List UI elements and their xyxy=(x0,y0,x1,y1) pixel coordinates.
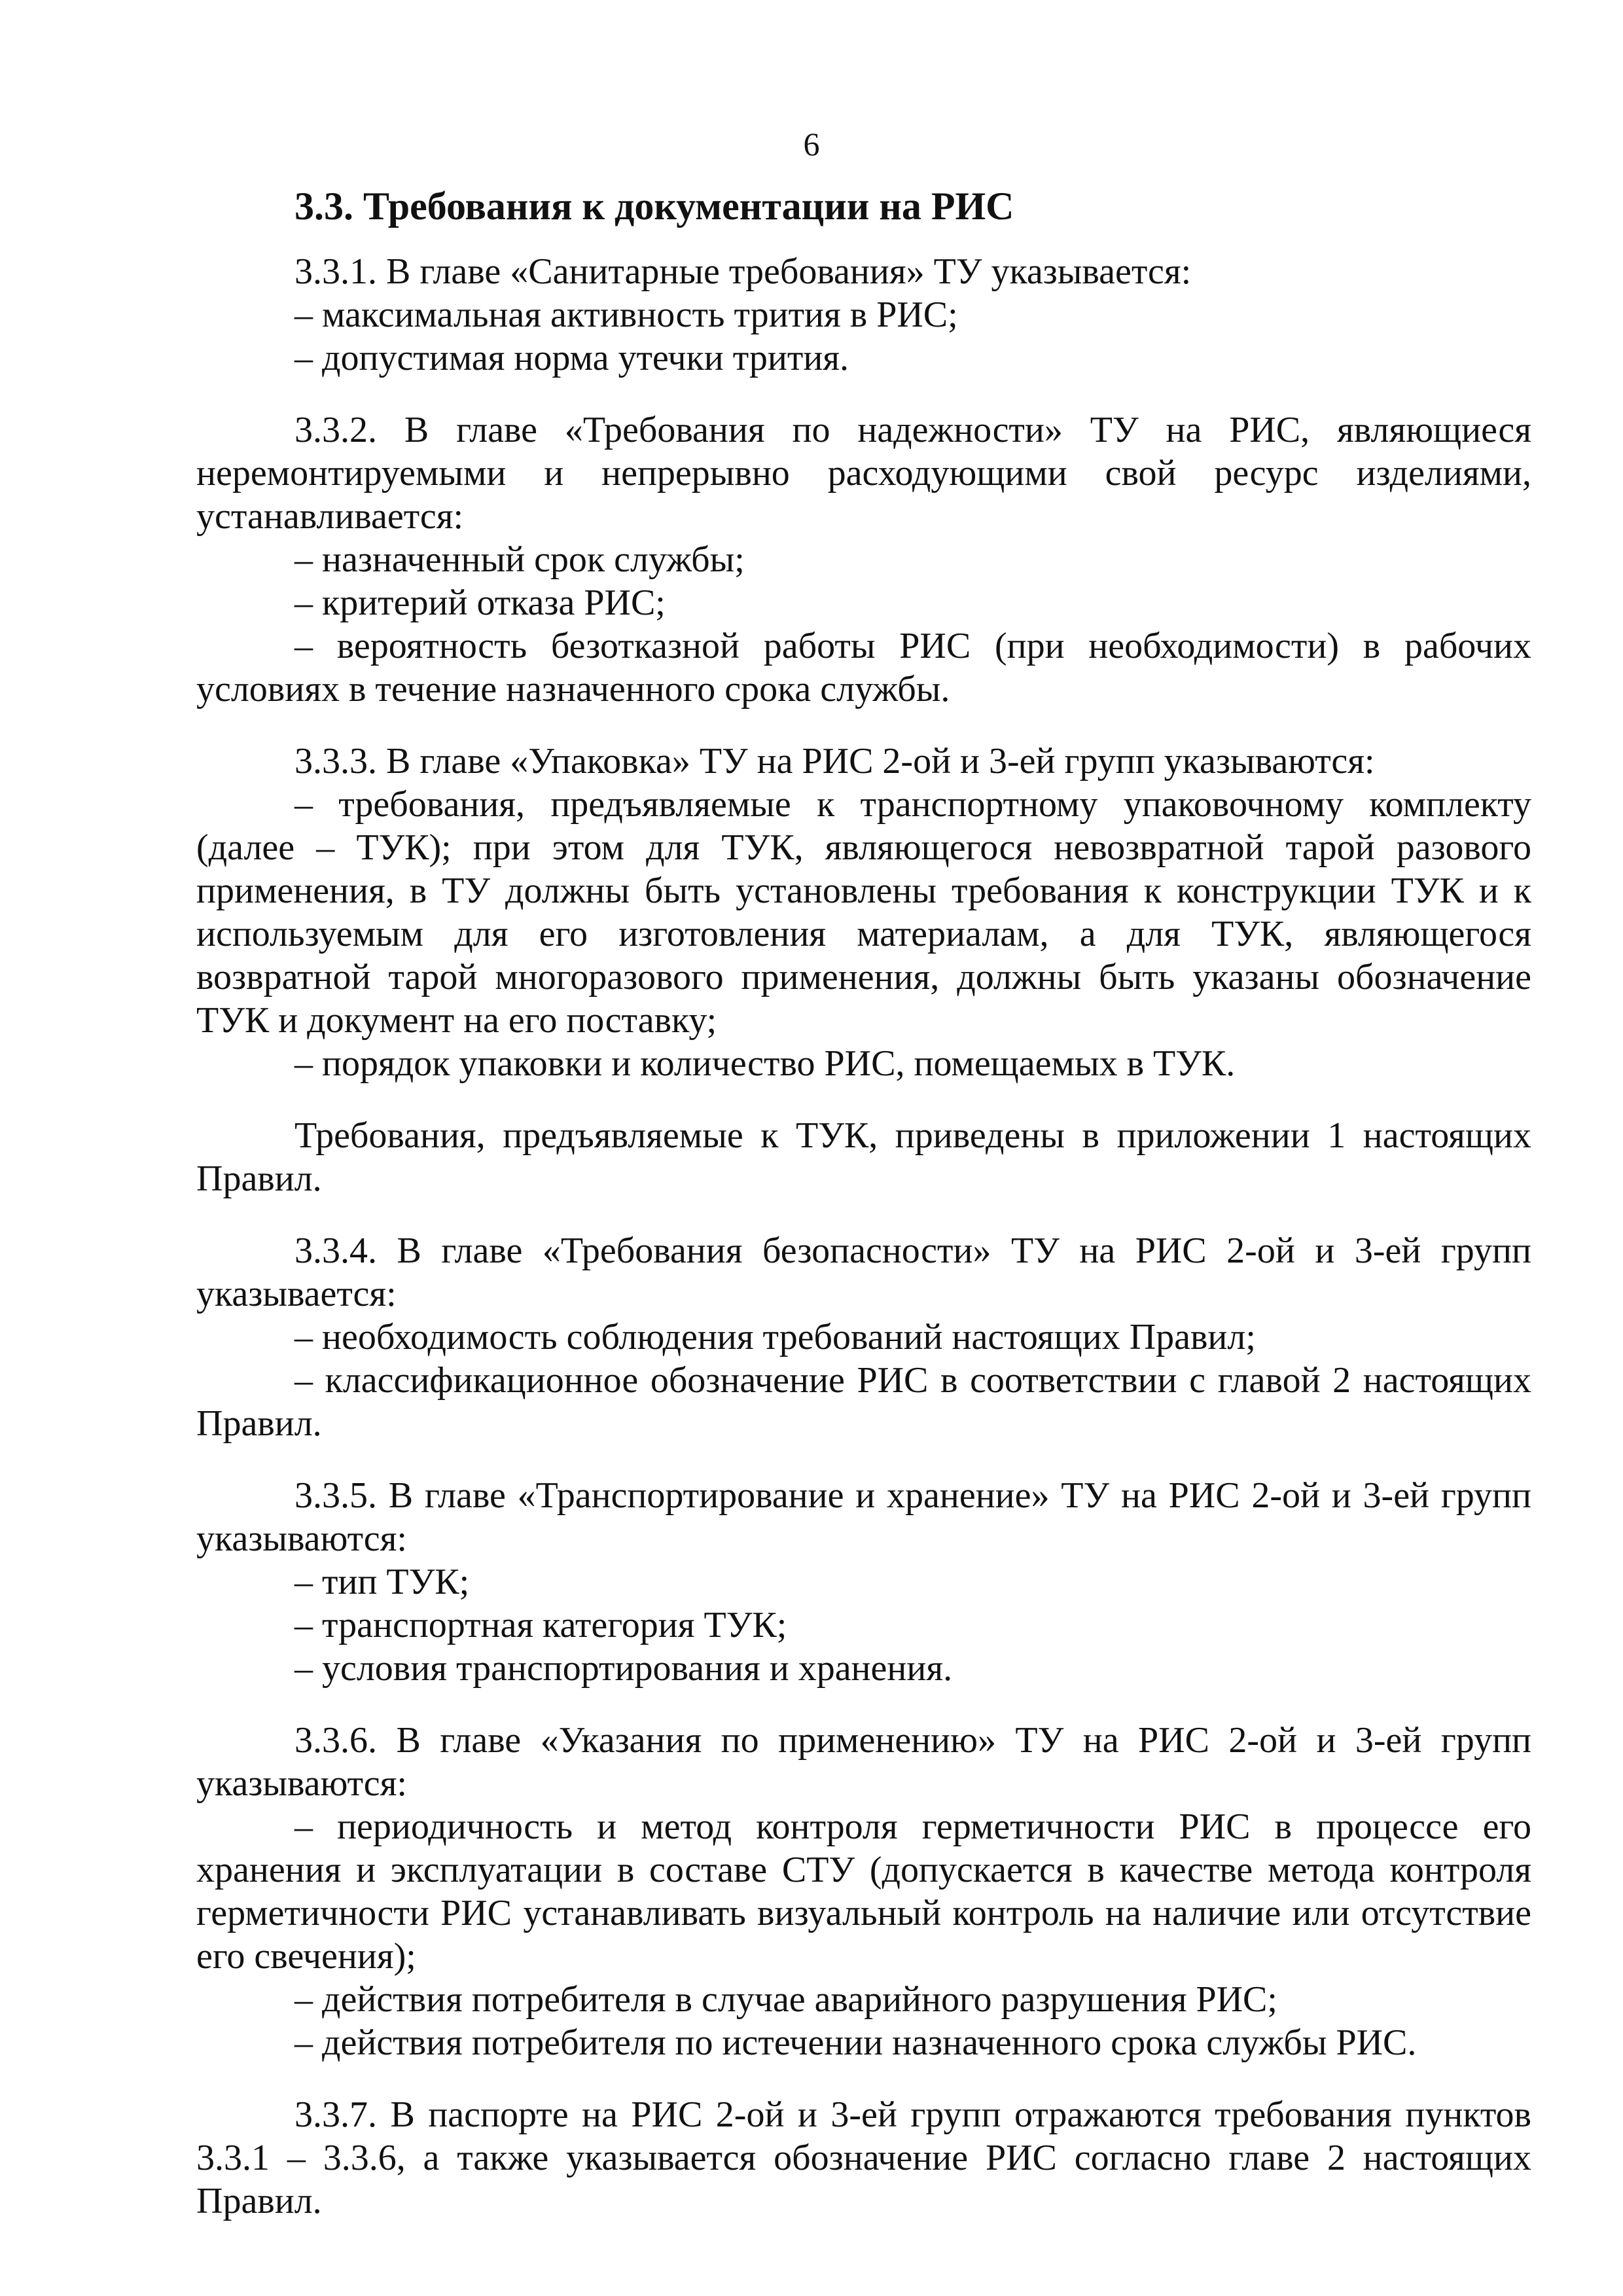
section-heading: 3.3. Требования к документации на РИС xyxy=(294,185,1014,228)
tuk-requirements-note xyxy=(196,1114,1531,1200)
list-item: – допустимая норма утечки трития. xyxy=(294,338,849,378)
document-body xyxy=(196,183,1531,2223)
clause-text: 3.3.2. В главе «Требования по надежности» ТУ на РИС, являющиеся неремонтируемыми и непрерывно расходующими свой ресурс изделиями, устанавливается: xyxy=(196,410,1531,537)
clause-3-3-7 xyxy=(196,2093,1531,2223)
note-text: Требования, предъявляемые к ТУК, приведены в приложении 1 настоящих Правил. xyxy=(196,1115,1531,1199)
clause-text: 3.3.5. В главе «Транспортирование и хранение» ТУ на РИС 2-ой и 3-ей групп указываются: xyxy=(196,1475,1531,1559)
list-item: – периодичность и метод контроля герметичности РИС в процессе его хранения и эксплуатации в составе СТУ (допускается в качестве метода контроля герметичности РИС устанавливать визуальный контроль на наличие или отсутствие его свечения); xyxy=(196,1806,1531,1977)
list-item: – назначенный срок службы; xyxy=(294,539,745,580)
list-item: – тип ТУК; xyxy=(294,1562,470,1602)
page-number: 6 xyxy=(803,126,820,162)
clause-text: 3.3.6. В главе «Указания по применению» ТУ на РИС 2-ой и 3-ей групп указываются: xyxy=(196,1720,1531,1804)
list-item: – требования, предъявляемые к транспортному упаковочному комплекту (далее – ТУК); при этом для ТУК, являющегося невозвратной тарой разового применения, в ТУ должны быть установлены требования к конструкции ТУК и к используемым для его изготовления материалам, а для ТУК, являющегося возвратной тарой многоразового применения, должны быть указаны обозначение ТУК и документ на его поставку; xyxy=(196,784,1531,1041)
list-item: – условия транспортирования и хранения. xyxy=(294,1648,953,1689)
list-item: – действия потребителя по истечении назначенного срока службы РИС. xyxy=(294,2022,1417,2063)
list-item: – необходимость соблюдения требований настоящих Правил; xyxy=(294,1317,1256,1357)
clause-3-3-2 xyxy=(196,408,1531,711)
list-item: – критерий отказа РИС; xyxy=(294,583,666,623)
clause-text: 3.3.1. В главе «Санитарные требования» ТУ указывается: xyxy=(294,251,1192,292)
clause-text: 3.3.3. В главе «Упаковка» ТУ на РИС 2-ой и 3-ей групп указываются: xyxy=(294,741,1375,781)
clause-3-3-4 xyxy=(196,1229,1531,1445)
list-item: – порядок упаковки и количество РИС, помещаемых в ТУК. xyxy=(294,1043,1236,1084)
list-item: – транспортная категория ТУК; xyxy=(294,1605,787,1645)
list-item: – действия потребителя в случае аварийного разрушения РИС; xyxy=(294,1979,1277,2020)
clause-3-3-3 xyxy=(196,740,1531,1085)
list-item: – классификационное обозначение РИС в соответствии с главой 2 настоящих Правил. xyxy=(196,1360,1531,1444)
list-item: – максимальная активность трития в РИС; xyxy=(294,295,958,335)
clause-3-3-5 xyxy=(196,1474,1531,1690)
clause-text: 3.3.4. В главе «Требования безопасности» ТУ на РИС 2-ой и 3-ей групп указывается: xyxy=(196,1230,1531,1314)
list-item: – вероятность безотказной работы РИС (при необходимости) в рабочих условиях в течение назначенного срока службы. xyxy=(196,626,1531,709)
clause-text: 3.3.7. В паспорте на РИС 2-ой и 3-ей групп отражаются требования пунктов 3.3.1 – 3.3.6, а также указывается обозначение РИС согласно главе 2 настоящих Правил. xyxy=(196,2094,1531,2221)
clause-3-3-6 xyxy=(196,1719,1531,2064)
clause-3-3-1 xyxy=(196,250,1531,380)
